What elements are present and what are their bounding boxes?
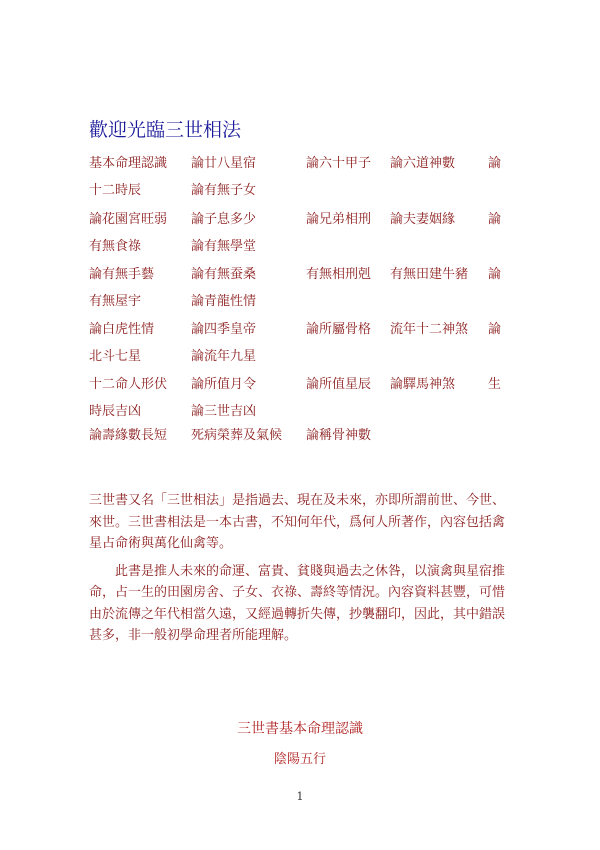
toc-link[interactable]: 論白虎性情 xyxy=(89,322,155,337)
intro-paragraph: 三世書又名「三世相法」是指過去、現在及未來，亦即所謂前世、今世、來世。三世書相法是一本古書，不知何年代，爲何人所著作，內容包括禽星占命術與萬化仙禽等。 xyxy=(89,493,506,551)
toc-link[interactable]: 論有無蚕桑 xyxy=(191,267,257,282)
toc-link[interactable]: 論夫妻姻緣 xyxy=(390,212,456,227)
toc-link[interactable]: 論壽緣數長短 xyxy=(89,428,168,443)
page-title: 歡迎光臨三世相法 xyxy=(89,119,242,141)
toc-link[interactable]: 論子息多少 xyxy=(191,212,257,227)
toc-link[interactable]: 有無食祿 xyxy=(89,239,142,254)
toc-link[interactable]: 十二時辰 xyxy=(89,183,142,198)
toc-link[interactable]: 北斗七星 xyxy=(89,349,142,364)
toc-link[interactable]: 論 xyxy=(488,212,502,227)
toc-link[interactable]: 論四季皇帝 xyxy=(191,322,257,337)
toc-link[interactable]: 論所屬骨格 xyxy=(306,322,372,337)
toc-link[interactable]: 論稱骨神數 xyxy=(306,428,372,443)
toc-link[interactable]: 論驛馬神煞 xyxy=(390,377,456,392)
intro-paragraph: 此書是推人未來的命運、富貴、貧賤與過去之休咎，以演禽與星宿推命，占一生的田園房舍、子女、衣祿、壽終等情況。內容資料甚豐，可惜由於流傳之年代相當久遠，又經過轉折失傳，抄襲翻印，因此，其中錯誤甚多，非一般初學命理者所能理解。 xyxy=(89,563,506,643)
toc-link[interactable]: 有無田建牛豬 xyxy=(390,267,469,282)
toc-link[interactable]: 論三世吉凶 xyxy=(191,404,257,419)
toc-link[interactable]: 流年十二神煞 xyxy=(390,322,469,337)
toc-link[interactable]: 論 xyxy=(488,267,502,282)
toc-link[interactable]: 論六道神數 xyxy=(390,156,456,171)
toc-link[interactable]: 有無屋宇 xyxy=(89,294,142,309)
toc-link[interactable]: 死病榮葬及氣候 xyxy=(191,428,283,443)
page-number: 1 xyxy=(296,790,304,803)
section-subtitle: 陰陽五行 xyxy=(273,752,326,767)
toc-link[interactable]: 論 xyxy=(488,322,502,337)
toc-link[interactable]: 論流年九星 xyxy=(191,349,257,364)
toc-link[interactable]: 十二命人形伏 xyxy=(89,377,168,392)
toc-link[interactable]: 論廿八星宿 xyxy=(191,156,257,171)
toc-link[interactable]: 時辰吉凶 xyxy=(89,404,142,419)
toc-link[interactable]: 論青龍性情 xyxy=(191,294,257,309)
toc-link[interactable]: 論有無手藝 xyxy=(89,267,155,282)
toc-link[interactable]: 論六十甲子 xyxy=(306,156,372,171)
toc-link[interactable]: 基本命理認識 xyxy=(89,156,168,171)
toc-link[interactable]: 生 xyxy=(488,377,502,392)
intro-text xyxy=(89,490,517,647)
section-title: 三世書基本命理認識 xyxy=(237,721,363,737)
toc-link[interactable]: 論花園宮旺弱 xyxy=(89,212,168,227)
toc-link[interactable]: 論 xyxy=(488,156,502,171)
toc-link[interactable]: 論所值月令 xyxy=(191,377,257,392)
toc-link[interactable]: 有無相刑剋 xyxy=(306,267,372,282)
toc-link[interactable]: 論有無學堂 xyxy=(191,239,257,254)
toc-link[interactable]: 論有無子女 xyxy=(191,183,257,198)
toc-link[interactable]: 論所值星辰 xyxy=(306,377,372,392)
toc-link[interactable]: 論兄弟相刑 xyxy=(306,212,372,227)
